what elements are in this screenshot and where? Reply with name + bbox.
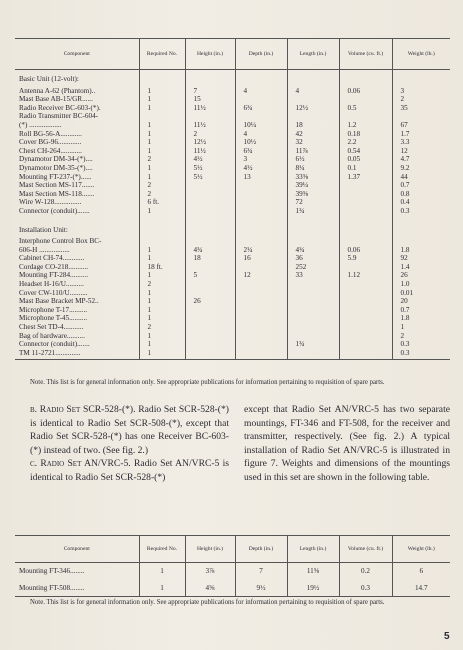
- header-component: Component: [15, 39, 139, 70]
- value-cell: 1¾: [287, 340, 339, 349]
- value-cell: [185, 263, 235, 272]
- value-cell: [339, 280, 392, 289]
- value-cell: 2: [139, 190, 185, 199]
- value-cell: [185, 349, 235, 360]
- component-cell: Bag of hardware..........: [19, 331, 85, 340]
- component-cell: Mounting FT-508........: [15, 580, 139, 597]
- value-cell: [287, 314, 339, 323]
- value-cell: 1: [139, 254, 185, 263]
- value-cell: 0.06: [339, 246, 392, 255]
- value-cell: 0.5: [339, 104, 392, 113]
- value-cell: 1: [139, 87, 185, 96]
- value-cell: 12: [392, 147, 450, 156]
- component-cell: Mast Base AB-15/GR......: [19, 95, 93, 104]
- value-cell: 4.7: [392, 155, 450, 164]
- table-row: [15, 323, 450, 332]
- value-cell: [235, 297, 287, 306]
- table-row: [15, 207, 450, 216]
- component-cell: 606-H .................: [19, 245, 70, 254]
- value-cell: [339, 314, 392, 323]
- header-required: Required No.: [139, 39, 185, 70]
- value-cell: 12½: [287, 104, 339, 113]
- value-cell: 39⅝: [287, 190, 339, 199]
- table-row: [15, 173, 450, 182]
- value-cell: 12½: [185, 138, 235, 147]
- value-cell: 0.7: [392, 306, 450, 315]
- table-row: [15, 155, 450, 164]
- value-cell: 18: [185, 254, 235, 263]
- empty-cell: [235, 216, 287, 238]
- table-row: [15, 563, 450, 580]
- value-cell: 42: [287, 130, 339, 139]
- value-cell: 1: [139, 306, 185, 315]
- value-cell: 6½: [287, 155, 339, 164]
- table-row: [15, 263, 450, 272]
- empty-cell: [185, 70, 235, 87]
- value-cell: [185, 190, 235, 199]
- value-cell: 13: [235, 173, 287, 182]
- value-cell: 4: [235, 130, 287, 139]
- component-cell: Cordage CO-218...........: [19, 262, 89, 271]
- component-cell: (*) ..................: [19, 120, 62, 129]
- component-cell: Cabinet CH-74............: [19, 254, 85, 263]
- table-row: [15, 306, 450, 315]
- value-cell: 0.3: [392, 349, 450, 360]
- table-row: [15, 237, 450, 246]
- empty-cell: [287, 216, 339, 238]
- table-header-row: [15, 536, 450, 563]
- table-row: [15, 280, 450, 289]
- value-cell: 4¾: [287, 246, 339, 255]
- value-cell: 9½: [235, 580, 287, 597]
- value-cell: [339, 349, 392, 360]
- note-1: Note. This list is for general information only. See appropriate publications for information pertaining to requisition of spare parts.: [30, 379, 385, 386]
- component-cell: Antenna A-62 (Phantom)..: [19, 86, 96, 95]
- value-cell: 5½: [185, 164, 235, 173]
- component-cell: Mast Section MS-118.......: [19, 189, 95, 198]
- value-cell: [235, 237, 287, 246]
- value-cell: [339, 289, 392, 298]
- value-cell: [185, 332, 235, 341]
- component-cell: Roll BG-56-A............: [19, 129, 82, 138]
- component-cell: Chest CH-264............: [19, 146, 82, 155]
- value-cell: 0.3: [339, 580, 392, 597]
- component-cell: Dynamotor DM-35-(*)....: [19, 163, 93, 172]
- value-cell: [392, 237, 450, 246]
- value-cell: 36: [287, 254, 339, 263]
- value-cell: [339, 340, 392, 349]
- value-cell: [235, 190, 287, 199]
- value-cell: 3⅞: [185, 563, 235, 580]
- value-cell: [235, 323, 287, 332]
- value-cell: [339, 181, 392, 190]
- value-cell: 1: [139, 314, 185, 323]
- value-cell: [139, 112, 185, 121]
- value-cell: [287, 95, 339, 104]
- header-length: Length (in.): [287, 536, 339, 563]
- paragraph-b-label: b. Radio Set SCR-528-(*).: [30, 404, 136, 415]
- value-cell: 1: [392, 323, 450, 332]
- value-cell: [185, 207, 235, 216]
- section-title-row: [15, 70, 450, 87]
- value-cell: 39¼: [287, 181, 339, 190]
- value-cell: 2.2: [339, 138, 392, 147]
- component-cell: Interphone Control Box BC-: [19, 237, 102, 246]
- table-row: [15, 297, 450, 306]
- component-cell: Mast Section MS-117.......: [19, 181, 95, 190]
- value-cell: 1.2: [339, 121, 392, 130]
- value-cell: [287, 323, 339, 332]
- value-cell: 1: [139, 563, 185, 580]
- value-cell: 44: [392, 173, 450, 182]
- table-row: [15, 580, 450, 597]
- value-cell: 1.8: [392, 314, 450, 323]
- table-row: [15, 121, 450, 130]
- paragraph-b-text: Radio Set SCR-528-(*) is identical to Radio Set SCR-508-(*), except that Radio Set SCR-528-(*) has one Receiver BC-603-(*) instead of two. (See fig. 2.): [30, 404, 229, 456]
- value-cell: 1: [139, 289, 185, 298]
- value-cell: [185, 323, 235, 332]
- value-cell: 18: [287, 121, 339, 130]
- empty-cell: [235, 70, 287, 87]
- header-depth: Depth (in.): [235, 39, 287, 70]
- header-height: Height (in.): [185, 536, 235, 563]
- value-cell: [235, 263, 287, 272]
- value-cell: 2: [139, 323, 185, 332]
- component-cell: Microphone T-17..........: [19, 305, 88, 314]
- component-cell: Mounting FT-237-(*)......: [19, 172, 92, 181]
- value-cell: 1.8: [392, 246, 450, 255]
- value-cell: 1: [139, 130, 185, 139]
- component-cell: Mounting FT-284..........: [19, 271, 89, 280]
- value-cell: 2: [139, 280, 185, 289]
- component-cell: Cover CW-110/U..........: [19, 288, 88, 297]
- value-cell: [339, 306, 392, 315]
- value-cell: [185, 314, 235, 323]
- value-cell: [185, 181, 235, 190]
- value-cell: 4½: [235, 164, 287, 173]
- table-header-row: [15, 39, 450, 70]
- value-cell: 67: [392, 121, 450, 130]
- value-cell: 1: [139, 297, 185, 306]
- component-cell: TM 11-2721..............: [15, 349, 139, 360]
- value-cell: 1: [139, 332, 185, 341]
- value-cell: 5½: [185, 173, 235, 182]
- value-cell: 18 ft.: [139, 263, 185, 272]
- value-cell: 1: [139, 121, 185, 130]
- empty-cell: [139, 70, 185, 87]
- value-cell: 0.8: [392, 190, 450, 199]
- note-2: Note. This list is for general information only. See appropriate publications for information pertaining to requisition of spare parts.: [30, 599, 385, 606]
- value-cell: 6¾: [235, 104, 287, 113]
- value-cell: 2: [392, 332, 450, 341]
- value-cell: [287, 112, 339, 121]
- value-cell: 6¾: [235, 147, 287, 156]
- mountings-table: [15, 535, 450, 597]
- value-cell: [185, 306, 235, 315]
- header-component: Component: [15, 536, 139, 563]
- value-cell: 7: [185, 87, 235, 96]
- empty-cell: [392, 216, 450, 238]
- value-cell: 7: [235, 563, 287, 580]
- header-depth: Depth (in.): [235, 536, 287, 563]
- page-number: 5: [444, 631, 450, 642]
- value-cell: 1: [139, 147, 185, 156]
- value-cell: 1: [139, 164, 185, 173]
- value-cell: [339, 198, 392, 207]
- value-cell: 1.7: [392, 130, 450, 139]
- value-cell: [287, 280, 339, 289]
- table-row: [15, 112, 450, 121]
- value-cell: 33⅝: [287, 173, 339, 182]
- value-cell: 1: [139, 246, 185, 255]
- components-table: [15, 38, 450, 360]
- value-cell: [339, 190, 392, 199]
- header-weight: Weight (lb.): [392, 536, 450, 563]
- value-cell: [339, 95, 392, 104]
- value-cell: 19½: [287, 580, 339, 597]
- value-cell: 0.3: [392, 340, 450, 349]
- value-cell: 6 ft.: [139, 198, 185, 207]
- value-cell: 4: [235, 87, 287, 96]
- header-volume: Volume (cu. ft.): [339, 39, 392, 70]
- value-cell: 2: [139, 155, 185, 164]
- value-cell: 1.12: [339, 271, 392, 280]
- value-cell: [185, 198, 235, 207]
- table-row: [15, 254, 450, 263]
- value-cell: 10½: [235, 138, 287, 147]
- value-cell: 35: [392, 104, 450, 113]
- value-cell: 8¼: [287, 164, 339, 173]
- value-cell: [185, 280, 235, 289]
- header-required: Required No.: [139, 536, 185, 563]
- value-cell: [339, 112, 392, 121]
- value-cell: 0.54: [339, 147, 392, 156]
- empty-cell: [392, 70, 450, 87]
- value-cell: 11½: [185, 147, 235, 156]
- table-row: [15, 147, 450, 156]
- section-title-row: [15, 216, 450, 238]
- value-cell: 1: [139, 340, 185, 349]
- value-cell: 11½: [185, 104, 235, 113]
- value-cell: 26: [392, 271, 450, 280]
- value-cell: 252: [287, 263, 339, 272]
- component-cell: Chest Set TD-4...........: [19, 323, 84, 332]
- header-height: Height (in.): [185, 39, 235, 70]
- component-cell: Connector (conduit).......: [19, 206, 90, 215]
- value-cell: [235, 289, 287, 298]
- header-volume: Volume (cu. ft.): [339, 536, 392, 563]
- value-cell: [235, 181, 287, 190]
- value-cell: 0.3: [392, 207, 450, 216]
- table-row: [15, 190, 450, 199]
- value-cell: 1: [139, 207, 185, 216]
- component-cell: Microphone T-45..........: [19, 314, 88, 323]
- paragraph-c-label: c. Radio Set AN/VRC-5.: [30, 458, 131, 470]
- value-cell: 14.7: [392, 580, 450, 597]
- value-cell: 0.01: [392, 289, 450, 298]
- value-cell: [392, 112, 450, 121]
- value-cell: [185, 289, 235, 298]
- value-cell: 33: [287, 271, 339, 280]
- value-cell: [235, 332, 287, 341]
- table-row: [15, 332, 450, 341]
- value-cell: 16: [235, 254, 287, 263]
- value-cell: [339, 297, 392, 306]
- value-cell: 1.37: [339, 173, 392, 182]
- value-cell: 5.9: [339, 254, 392, 263]
- value-cell: [235, 95, 287, 104]
- value-cell: 0.4: [392, 198, 450, 207]
- value-cell: 72: [287, 198, 339, 207]
- value-cell: 2: [185, 130, 235, 139]
- value-cell: [185, 340, 235, 349]
- value-cell: [287, 349, 339, 360]
- left-column-text: [30, 403, 229, 485]
- value-cell: 15: [185, 95, 235, 104]
- value-cell: 1.0: [392, 280, 450, 289]
- table-row: [15, 87, 450, 96]
- section-title: Installation Unit:: [19, 225, 68, 234]
- value-cell: 6: [392, 563, 450, 580]
- value-cell: [235, 198, 287, 207]
- value-cell: 12: [235, 271, 287, 280]
- table-row: [15, 95, 450, 104]
- value-cell: 1: [139, 138, 185, 147]
- value-cell: [339, 207, 392, 216]
- section-title: Basic Unit (12-volt):: [19, 75, 79, 83]
- value-cell: 4½: [185, 155, 235, 164]
- empty-cell: [339, 70, 392, 87]
- value-cell: 3: [392, 87, 450, 96]
- value-cell: 1: [139, 349, 185, 360]
- empty-cell: [139, 216, 185, 238]
- table-row: [15, 289, 450, 298]
- component-cell: Wire W-128...............: [19, 198, 82, 207]
- value-cell: 10¼: [235, 121, 287, 130]
- value-cell: 1.4: [392, 263, 450, 272]
- value-cell: 0.7: [392, 181, 450, 190]
- value-cell: 92: [392, 254, 450, 263]
- table-row: [15, 130, 450, 139]
- value-cell: [287, 306, 339, 315]
- component-cell: Radio Transmitter BC-604-: [19, 112, 99, 121]
- empty-cell: [185, 216, 235, 238]
- value-cell: 2: [139, 181, 185, 190]
- value-cell: 1: [139, 271, 185, 280]
- component-cell: Radio Receiver BC-603-(*).: [19, 103, 101, 112]
- value-cell: 0.2: [339, 563, 392, 580]
- value-cell: [185, 112, 235, 121]
- table-row: [15, 164, 450, 173]
- value-cell: 5: [185, 271, 235, 280]
- value-cell: [339, 237, 392, 246]
- value-cell: [235, 306, 287, 315]
- component-cell: Cover BG-96.............: [19, 138, 82, 147]
- paragraph-c-text: Radio Set AN/VRC-5 is identical to Radio Set SCR-528-(*): [30, 458, 230, 483]
- table-row: [15, 246, 450, 255]
- empty-cell: [287, 70, 339, 87]
- value-cell: 1: [139, 173, 185, 182]
- value-cell: 2¼: [235, 246, 287, 255]
- value-cell: 11⅝: [287, 563, 339, 580]
- value-cell: 0.1: [339, 164, 392, 173]
- value-cell: 4: [287, 87, 339, 96]
- value-cell: 0.18: [339, 130, 392, 139]
- component-cell: Dynamotor DM-34-(*)....: [19, 155, 93, 164]
- value-cell: [287, 332, 339, 341]
- value-cell: 2: [392, 95, 450, 104]
- component-cell: Connector (conduit).......: [19, 340, 90, 349]
- value-cell: 1: [139, 580, 185, 597]
- table-row: [15, 349, 450, 360]
- header-weight: Weight (lb.): [392, 39, 450, 70]
- value-cell: [235, 314, 287, 323]
- value-cell: 4¾: [185, 246, 235, 255]
- paragraph-c: [30, 457, 229, 484]
- value-cell: 26: [185, 297, 235, 306]
- value-cell: [339, 263, 392, 272]
- value-cell: 11½: [185, 121, 235, 130]
- value-cell: 3.3: [392, 138, 450, 147]
- right-column-text: [244, 403, 450, 485]
- paragraph-b: [30, 403, 229, 457]
- value-cell: [339, 323, 392, 332]
- value-cell: 4⅝: [185, 580, 235, 597]
- value-cell: 20: [392, 297, 450, 306]
- table-row: [15, 314, 450, 323]
- table-row: [15, 198, 450, 207]
- value-cell: 1¾: [287, 207, 339, 216]
- value-cell: [235, 340, 287, 349]
- value-cell: 0.05: [339, 155, 392, 164]
- header-length: Length (in.): [287, 39, 339, 70]
- value-cell: 1: [139, 104, 185, 113]
- value-cell: 11⅞: [287, 147, 339, 156]
- value-cell: 32: [287, 138, 339, 147]
- table-row: [15, 104, 450, 113]
- value-cell: [185, 237, 235, 246]
- component-cell: Mast Base Bracket MP-52..: [19, 297, 99, 306]
- value-cell: [339, 332, 392, 341]
- value-cell: 0.06: [339, 87, 392, 96]
- paragraph-c-continued: except that Radio Set AN/VRC-5 has two separate mountings, FT-346 and FT-508, for the receiver and transmitter, respectively. (See fig. 2.) A typical installation of Radio Set AN/VRC-5 is illustrated in figure 7. Weights and dimensions of the mountings used in this set are shown in the following table.: [244, 404, 450, 483]
- value-cell: 1: [139, 95, 185, 104]
- value-cell: [235, 207, 287, 216]
- value-cell: [235, 280, 287, 289]
- value-cell: 3: [235, 155, 287, 164]
- value-cell: [235, 112, 287, 121]
- value-cell: 9.2: [392, 164, 450, 173]
- table-row: [15, 340, 450, 349]
- table-row: [15, 271, 450, 280]
- value-cell: [287, 289, 339, 298]
- value-cell: [287, 237, 339, 246]
- value-cell: [235, 349, 287, 360]
- component-cell: Headset H-16/U..........: [19, 280, 84, 289]
- value-cell: [139, 237, 185, 246]
- table-row: [15, 138, 450, 147]
- empty-cell: [339, 216, 392, 238]
- value-cell: [287, 297, 339, 306]
- component-cell: Mounting FT-346........: [19, 567, 85, 575]
- table-row: [15, 181, 450, 190]
